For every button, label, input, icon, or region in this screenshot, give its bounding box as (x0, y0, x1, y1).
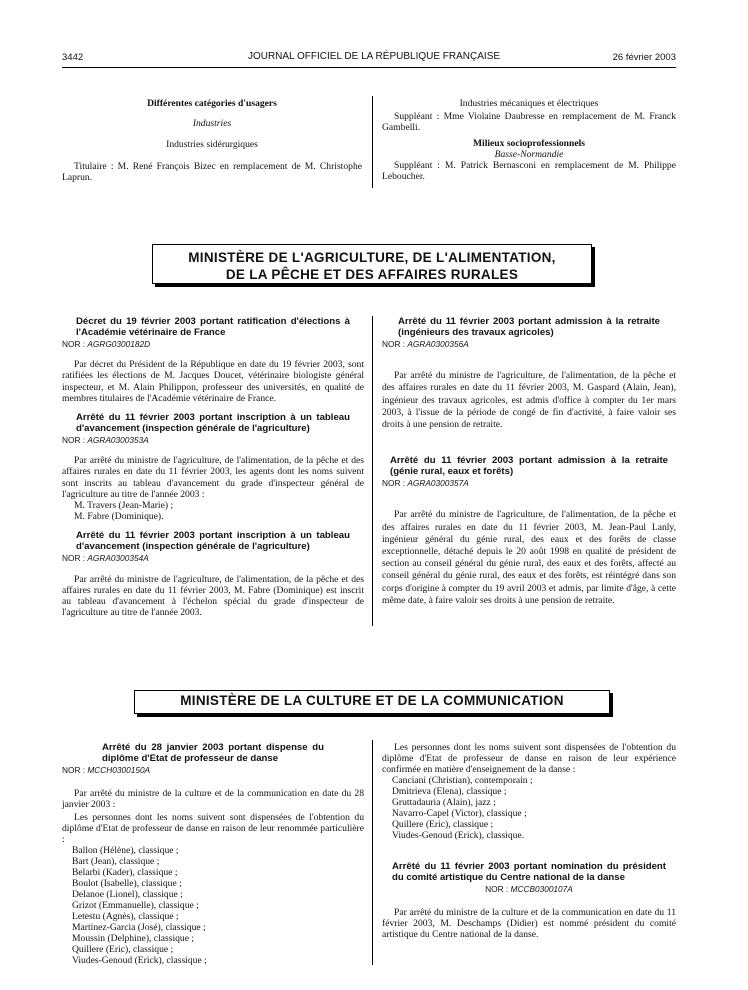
ministry-title-line: DE LA PÊCHE ET DES AFFAIRES RURALES (225, 267, 519, 282)
name-entry: Gruttadauria (Alain), jazz ; (392, 797, 496, 808)
article-title: Arrêté du 11 février 2003 portant admission à la retraite (génie rural, eaux et forêts) (390, 455, 668, 478)
name-entry: Belarbi (Kader), classique ; (72, 867, 178, 878)
culture-left-column (62, 742, 364, 966)
name-entry: Boulot (Isabelle), classique ; (72, 878, 182, 889)
name-entry: Moussin (Delphine), classique ; (72, 933, 195, 944)
issue-date: 26 février 2003 (612, 52, 676, 63)
article-title: Décret du 19 février 2003 portant ratification d'élections à l'Académie vétérinaire de France (76, 316, 350, 338)
paragraph: Par arrêté du ministre de l'agriculture, de l'alimentation, de la pêche et des affaires rurales en date du 11 février 2003, les agents dont les noms suivent sont inscrits au tableau d'avancement du grade d'inspecteur général de l'agriculture au titre de l'année 2003 : (62, 455, 364, 500)
column-divider-top (372, 96, 373, 188)
paragraph: Suppléant : M. Patrick Bernasconi en remplacement de M. Philippe Leboucher. (382, 160, 676, 183)
name-entry: Delanoe (Lionel), classique ; (72, 889, 183, 900)
name-entry: M. Fabre (Dominique). (74, 511, 164, 523)
paragraph: Par arrêté du ministre de l'agriculture, de l'alimentation, de la pêche et des affaires rurales en date du 11 février 2003, M. Gaspard (Alain, Jean), ingénieur des travaux agricoles, est admis d'office à compter du 1er mars 2003, à l'issue de la période de congé de fin d'activité, à faire valoir ses droits à une pension de retraite. (382, 370, 676, 431)
article-title: Arrêté du 11 février 2003 portant inscription à un tableau d'avancement (inspection générale de l'agriculture) (76, 412, 350, 435)
page-number: 3442 (62, 52, 84, 63)
name-list (62, 845, 364, 966)
paragraph: Par arrêté du ministre de l'agriculture, de l'alimentation, de la pêche et des affaires rurales en date du 11 février 2003, M. Jean-Paul Lanly, ingénieur général du génie rural, des eaux et des forêts de classe exceptionnelle, détaché depuis le 20 août 1998 en qualité de président de section au conseil général du génie rural, des eaux et des forêts, affecté au conseil général du génie rural, des eaux et des forêts, est réintégré dans son corps d'origine à compter du 19 avril 2003 et admis, par limite d'âge, à cette même date, à faire valoir ses droits à une pension de retraite. (382, 509, 676, 606)
paragraph: Par arrêté du ministre de la culture et de la communication en date du 11 février 2003, M. Deschamps (Didier) est nommé président du comité artistique du Centre national de la danse. (382, 907, 676, 940)
article-title: Arrêté du 11 février 2003 portant admission à la retraite (ingénieurs des travaux agricoles) (398, 316, 660, 338)
name-list (382, 775, 676, 841)
name-entry: Viudes-Genoud (Erick), classique. (392, 830, 525, 841)
nor-reference: NOR : AGRA0300357A (382, 478, 469, 489)
section-heading: Milieux socioprofessionnels (472, 137, 586, 149)
article-title: Arrêté du 28 janvier 2003 portant dispense du diplôme d'Etat de professeur de danse (102, 742, 324, 764)
paragraph: Suppléant : Mme Violaine Daubresse en remplacement de M. Franck Gambelli. (382, 111, 676, 134)
nor-reference: NOR : AGRA0300353A (62, 435, 149, 446)
nor-reference: NOR : MCCB0300107A (485, 884, 573, 894)
ministry-title-line: MINISTÈRE DE LA CULTURE ET DE LA COMMUNICATION (180, 693, 564, 708)
section-subheading: Industries sidérurgiques (166, 139, 258, 151)
name-entry: Ballon (Hélène), classique ; (72, 845, 179, 856)
agriculture-right-column (382, 316, 676, 607)
name-entry: Canciani (Christian), contemporain ; (392, 775, 533, 786)
section-heading: Industries mécaniques et électriques (459, 98, 599, 109)
name-entry: Quillere (Eric), classique ; (72, 944, 174, 955)
column-divider-culture (372, 740, 373, 965)
header-rule (62, 67, 676, 68)
column-divider-agriculture (372, 316, 373, 626)
section-subheading: Basse-Normandie (494, 148, 564, 160)
name-entry: Navarro-Capel (Victor), classique ; (392, 808, 527, 819)
nor-reference: NOR : AGRA0300356A (382, 339, 469, 349)
paragraph: Les personnes dont les noms suivent sont dispensées de l'obtention du diplôme d'Etat de professeur de danse en raison de leur renommée particulière : (62, 812, 364, 845)
paragraph: Les personnes dont les noms suivent sont dispensées de l'obtention du diplôme d'Etat de professeur de danse en raison de leur expérience confirmée en matière d'enseignement de la danse : (382, 742, 676, 775)
culture-right-column (382, 742, 676, 940)
article-title: Arrêté du 11 février 2003 portant inscription à un tableau d'avancement (inspection générale de l'agriculture) (76, 530, 350, 553)
nor-reference: NOR : AGRG0300182D (62, 339, 151, 349)
name-entry: Quillere (Eric), classique ; (392, 819, 494, 830)
paragraph: Par arrêté du ministre de la culture et de la communication en date du 28 janvier 2003 : (62, 788, 364, 810)
name-entry: Dmitrieva (Elena), classique ; (392, 786, 507, 797)
paragraph: Par décret du Président de la République en date du 19 février 2003, sont ratifiées les élections de M. Jacques Doucet, vétérinaire biologiste général inspecteur, et M. Alain Philippon, professeur des universités, en qualité de membres titulaires de l'Académie vétérinaire de France. (62, 359, 364, 404)
ministry-banner-agriculture (152, 244, 592, 284)
top-left-column (62, 98, 362, 183)
name-entry: Letestu (Agnès), classique ; (72, 911, 179, 922)
ministry-title-line: MINISTÈRE DE L'AGRICULTURE, DE L'ALIMENTATION, (188, 250, 556, 265)
ministry-banner-culture (134, 690, 610, 714)
name-entry: Viudes-Genoud (Erick), classique ; (72, 955, 207, 966)
name-entry: Martinez-Garcia (José), classique ; (72, 922, 206, 933)
journal-title: JOURNAL OFFICIEL DE LA RÉPUBLIQUE FRANÇAISE (247, 51, 501, 62)
name-entry: Bart (Jean), classique ; (72, 856, 160, 867)
paragraph: Titulaire : M. René François Bizec en remplacement de M. Christophe Laprun. (62, 160, 362, 183)
name-entry: Grizot (Emmanuelle), classique ; (72, 900, 199, 911)
paragraph: Par arrêté du ministre de l'agriculture, de l'alimentation, de la pêche et des affaires rurales en date du 11 février 2003, M. Fabre (Dominique) est inscrit au tableau d'avancement à l'échelon spécial du grade d'inspecteur de l'agriculture au titre de l'année 2003. (62, 573, 364, 619)
top-right-column (382, 98, 676, 182)
agriculture-left-column (62, 316, 364, 618)
nor-reference: NOR : MCCH0300150A (62, 765, 151, 775)
nor-reference: NOR : AGRA0300354A (62, 553, 149, 564)
article-title: Arrêté du 11 février 2003 portant nomination du président du comité artistique du Centre national de la danse (392, 861, 666, 883)
section-subheading: Industries (192, 118, 232, 130)
name-entry: M. Travers (Jean-Marie) ; (74, 500, 174, 512)
section-heading: Différentes catégories d'usagers (147, 98, 277, 109)
